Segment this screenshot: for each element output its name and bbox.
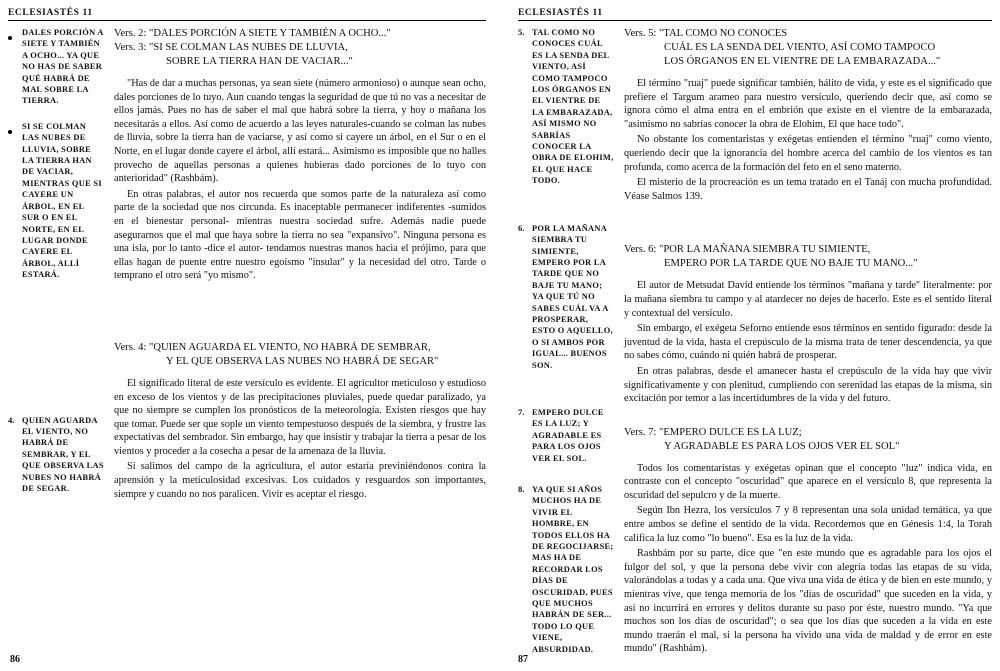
verse-heading bbox=[624, 426, 992, 454]
body-paragraph: El término "ruaj" puede significar también, hálito de vida, y este es el significado que prefiere el Targum arameo para nuestro versículo, queriendo decir que, así como se ignora cómo el alma entra en el embrión que existe en el vientre de la embarazada, "asimismo no sabrías conocer la obra de Elohim, El que hace todo". bbox=[624, 78, 992, 130]
verse-text: EMPERO DULCE ES LA LUZ; Y AGRADABLE ES PARA LOS OJOS VER EL SOL. bbox=[532, 407, 604, 463]
verse-heading-line: EMPERO POR LA TARDE QUE NO BAJE TU MANO..." bbox=[664, 258, 918, 270]
body-paragraph: En otras palabras, el autor nos recuerda que somos parte de la naturaleza así como parte de la sociedad que nos circunda. Es inaceptable permanecer indiferentes -sumidos en el bienestar personal- mientras nuestra sociedad sufre. Además nadie puede asegurarnos que el mal que haya sobre la tierra no sea "expansivo". Ninguna persona es una isla, por lo tanto -dice el autor- tendamos nuestras manos hacia el prójimo, para que ellas hagan de puente entre nuestro egoísmo "insular" y la necesidad del otro. Tarde o temprano el otro será "yo mismo". bbox=[114, 188, 486, 282]
verse-heading-line: CUÁL ES LA SENDA DEL VIENTO, ASÍ COMO TAMPOCO bbox=[664, 42, 936, 53]
verse-entry bbox=[8, 415, 104, 495]
body-paragraph: Rashbám por su parte, dice que "en este mundo que es agradable para los ojos el fulgor del sol, y que la persona debe vivir con alegría todas las etapas de su vida, valorándolas a todas y a cada una. Que viva una vida de ética y de bien en este mundo, y mientras vive, que tenga memoria de los "días de oscuridad" que suceden en la vida, y así no incurrirá en errores y delitos durante su paso por éste, nuestro mundo. "Ya que muchos son los días de oscuridad"; o sea que los días que suceden a la vida en este mundo traerán el mal, si la persona ha vivido una vida de maldad y de error en este mundo" (Rashbám). bbox=[624, 548, 992, 655]
column-spacer bbox=[518, 385, 614, 407]
page-number-left: 86 bbox=[10, 654, 20, 665]
page-number-right: 87 bbox=[518, 654, 528, 665]
verse-heading-line: Vers. 5: "TAL COMO NO CONOCES bbox=[624, 28, 788, 39]
verse-heading-line: Vers. 2: "DALES PORCIÓN A SIETE Y TAMBIÉN A OCHO..." bbox=[114, 28, 391, 39]
verse-entry bbox=[518, 27, 614, 187]
verse-number: 8. bbox=[518, 484, 525, 494]
section-spacer bbox=[624, 205, 992, 243]
page-columns-right bbox=[518, 27, 992, 669]
verse-number: 6. bbox=[518, 222, 525, 233]
body-column-left bbox=[114, 27, 486, 508]
body-paragraph: El misterio de la procreación es un tema tratado en el Tanáj con mucha profundidad. Véase Salmos 139. bbox=[624, 177, 992, 202]
body-paragraph: El significado literal de este versículo es evidente. El agricultor meticuloso y estudioso en exceso de los vientos y de las precipitaciones pluviales, puede quedar paralizado, ya que no siempre se cumplen los pronósticos de la meteorología. Existen riesgos que hay que tomar. Puede ser que sople un viento tempestuoso después de la siembra, y frustre las expectativas del sembrador. Sin embargo, hay que insistir y trabajar la tierra a pesar de los vientos y proceder a la cosecha a pesar de la amenaza de la lluvia. bbox=[114, 377, 486, 457]
column-spacer bbox=[518, 201, 614, 223]
verse-text: YA QUE SI AÑOS MUCHOS HA DE VIVIR EL HOMBRE, EN TODOS ELLOS HA DE REGOCIJARSE; MAS HA DE RECORDAR LOS DÍAS DE OSCURIDAD, PUES QUE MUCHOS HABRÁN DE SER... TODO LO QUE VIENE, ABSURDIDAD. bbox=[532, 485, 614, 654]
verse-heading bbox=[114, 27, 486, 69]
page-right bbox=[500, 0, 1000, 671]
verse-heading bbox=[114, 341, 486, 369]
running-head-left: ECLESIASTÉS 11 bbox=[8, 8, 93, 18]
verse-entry bbox=[518, 407, 614, 464]
verse-text: POR LA MAÑANA SIEMBRA TU SIMIENTE, EMPERO POR LA TARDE QUE NO BAJE TU MANO; YA QUE TÚ NO SABES CUÁL VA A PROSPERAR, ESTO O AQUELLO, O SI AMBOS POR IGUAL... BUENOS SON. bbox=[532, 223, 613, 370]
running-head-right: ECLESIASTÉS 11 bbox=[518, 8, 603, 18]
verse-heading-line: Vers. 3: "SI SE COLMAN LAS NUBES DE LLUVIA, bbox=[114, 42, 348, 53]
verse-heading-line: Y AGRADABLE ES PARA LOS OJOS VER EL SOL" bbox=[664, 440, 900, 452]
bullet-marker bbox=[8, 121, 22, 281]
header-rule-left bbox=[8, 20, 486, 21]
verse-heading-line: Y EL QUE OBSERVA LAS NUBES NO HABRÁ DE SEGAR" bbox=[166, 355, 439, 367]
verse-entry bbox=[518, 484, 614, 655]
verse-entry bbox=[8, 27, 104, 107]
body-paragraph: En otras palabras, desde el amanecer hasta el crepúsculo de la vida hay que vivir significativamente y con plenitud, cumpliendo con serenidad las etapas de la misma, sin excitación por temor a las incertidumbres de la vida y del futuro. bbox=[624, 365, 992, 405]
header-rule-right bbox=[518, 20, 992, 21]
verse-column-left bbox=[8, 27, 104, 508]
column-spacer bbox=[8, 295, 104, 415]
body-paragraph: Según Ibn Hezra, los versículos 7 y 8 representan una sola unidad temática, ya que entre ambos se define el sentido de la vida. Recordemos que en Génesis 1:4, la Torah califica la luz como "lo bueno". Esa es la luz de la vida. bbox=[624, 505, 992, 544]
bullet-marker bbox=[8, 27, 22, 107]
verse-heading bbox=[624, 27, 992, 69]
verse-number: 7. bbox=[518, 406, 525, 417]
verse-heading-line: SOBRE LA TIERRA HAN DE VACIAR..." bbox=[166, 56, 353, 67]
verse-text: SI SE COLMAN LAS NUBES DE LLUVIA, SOBRE LA TIERRA HAN DE VACIAR, MIENTRAS QUE SI CAYERE UN ÁRBOL, EN EL SUR O EN EL NORTE, EN EL LUGAR DONDE CAYERE EL ÁRBOL, ALLÍ ESTARÁ. bbox=[22, 121, 102, 280]
verse-entry bbox=[8, 121, 104, 281]
body-paragraph: El autor de Metsudat David entiende los términos "mañana y tarde" literalmente: por la mañana siembra tu campo y al atardecer no dejes de hacerlo. Este es el sentido literal y contextual del versículo. bbox=[624, 280, 992, 319]
verse-heading bbox=[624, 243, 992, 271]
body-paragraph: Si salimos del campo de la agricultura, el autor estaría previniéndonos contra la aprensión y la meticulosidad excesivas. Los cuidados y resguardos son importantes, siempre y cuando no nos paralicen. Vivir es aceptar el riesgo. bbox=[114, 461, 486, 500]
verse-entry bbox=[518, 223, 614, 371]
verse-heading-line: LOS ÓRGANOS EN EL VIENTRE DE LA EMBARAZADA..." bbox=[664, 56, 941, 67]
body-column-right bbox=[624, 27, 992, 669]
body-paragraph: Todos los comentaristas y exégetas opinan que el concepto "luz" indica vida, en contraste con el concepto "oscuridad" que aparece en el versículo 8, que representa la oscuridad del sepulcro y de la muerte. bbox=[624, 462, 992, 501]
body-paragraph: "Has de dar a muchas personas, ya sean siete (número armonioso) o aunque sean ocho, dales porciones de lo tuyo. Aun cuando tengas la seguridad de que tú no vas a necesitar de ellos jamás. Pues no has de saber el mal que habrá sobre la tierra, y hoy o mañana los necesitarás a ellos. Así como de acuerdo a las leyes naturales-cuando se colman las nubes de lluvia, sobre la tierra han de vaciarse, y así como si cayere un árbol, en el Sur o en el Norte, en el lugar donde cayere el árbol, allí estará... Asimismo es imposible que no halles provecho de aquellas personas a quienes hubieras dado porciones de lo tuyo con anterioridad" (Rashbám). bbox=[114, 78, 486, 185]
page-columns-left bbox=[8, 27, 486, 508]
body-paragraph: No obstante los comentaristas y exégetas entienden el término "ruaj" como viento, queriendo decir que la ignorancia del hombre acerca del cambio de los vientos es tan profunda, como acerca de la formación del feto en el seno materno. bbox=[624, 134, 992, 173]
section-spacer bbox=[624, 408, 992, 426]
verse-text: TAL COMO NO CONOCES CUÁL ES LA SENDA DEL VIENTO, ASÍ COMO TAMPOCO LOS ÓRGANOS EN EL VIENTRE DE LA EMBARAZADA, ASÍ MISMO NO SABRÍAS CONOCER LA OBRA DE ELOHIM, EL QUE HACE TODO. bbox=[532, 28, 614, 186]
verse-column-right bbox=[518, 27, 614, 669]
verse-heading-line: Vers. 4: "QUIEN AGUARDA EL VIENTO, NO HABRÁ DE SEMBRAR, bbox=[114, 341, 431, 353]
verse-text: DALES PORCIÓN A SIETE Y TAMBIÉN A OCHO... YA QUE NO HAS DE SABER QUÉ HABRÁ DE MAL SOBRE LA TIERRA. bbox=[22, 28, 104, 106]
section-spacer bbox=[114, 285, 486, 341]
verse-number: 4. bbox=[8, 414, 15, 425]
verse-number: 5. bbox=[518, 27, 525, 37]
verse-heading-line: Vers. 7: "EMPERO DULCE ES LA LUZ; bbox=[624, 426, 802, 438]
body-paragraph: Sin embargo, el exégeta Seforno entiende esos términos en sentido figurado: desde la juventud de la vida, hasta el crepúsculo de la misma trata de tener descendencia, ya que no sabes cómo, cuándo ni quién habrá de prosperar. bbox=[624, 323, 992, 362]
verse-text: QUIEN AGUARDA EL VIENTO, NO HABRÁ DE SEMBRAR, Y EL QUE OBSERVA LAS NUBES NO HABRÁ DE SEGAR. bbox=[22, 415, 104, 493]
verse-heading-line: Vers. 6: "POR LA MAÑANA SIEMBRA TU SIMIENTE, bbox=[624, 244, 871, 256]
